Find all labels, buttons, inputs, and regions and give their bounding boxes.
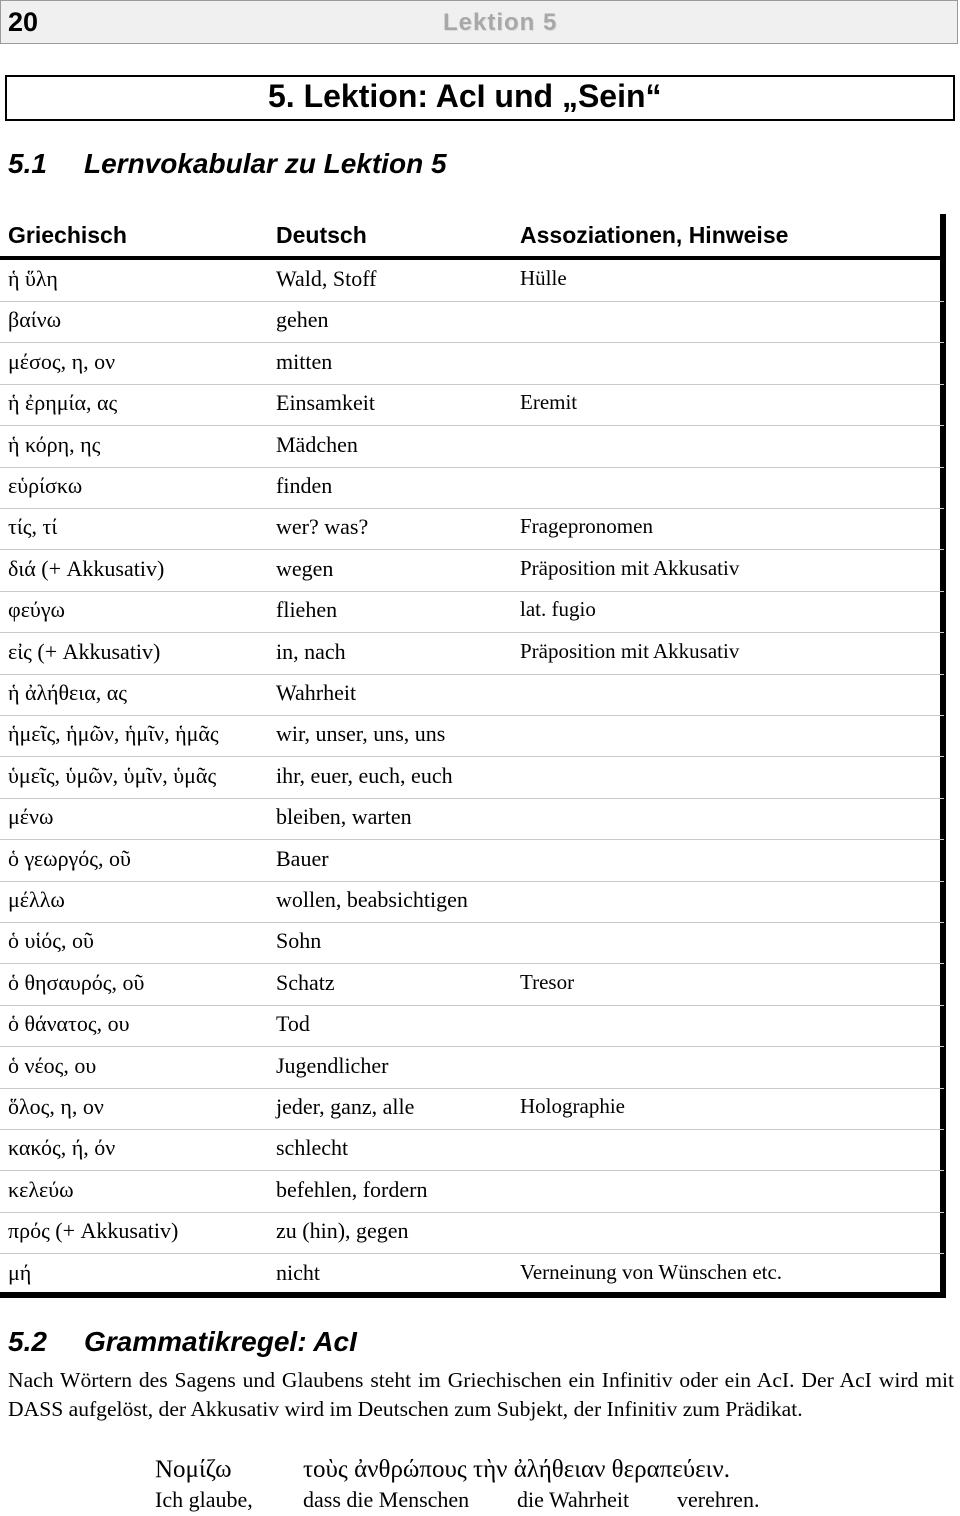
greek-term: μέλλω: [8, 887, 65, 912]
greek-term: ἡ κόρη, ης: [8, 431, 101, 457]
table-row: [0, 964, 944, 1006]
table-row: [0, 674, 944, 716]
greek-term: ὁ θησαυρός, οῦ: [8, 969, 145, 995]
example-german-part: dass die Menschen: [303, 1487, 470, 1512]
table-row: [0, 798, 944, 840]
german-translation: Wald, Stoff: [276, 266, 377, 291]
association-note: Holographie: [520, 1094, 625, 1118]
greek-term: κελεύω: [8, 1176, 74, 1202]
german-translation: Wahrheit: [276, 680, 357, 705]
greek-term: ὁ θάνατος, ου: [8, 1011, 130, 1037]
grammar-rule-paragraph: Nach Wörtern des Sagens und Glaubens steht im Griechischen ein Infinitiv oder ein AcI. Der AcI wird mit DASS aufgelöst, der Akkusativ wird im Deutschen zum Subjekt, der Infinitiv zum Prädikat.: [8, 1368, 954, 1421]
greek-term: τίς, τί: [8, 514, 58, 540]
table-row: [0, 550, 944, 592]
running-title: Lektion 5: [443, 9, 558, 36]
table-row: [0, 881, 944, 923]
greek-term: ἡ ἐρημία, ας: [8, 390, 118, 416]
german-translation: befehlen, fordern: [276, 1176, 428, 1202]
table-row: [0, 591, 944, 633]
table-row: [0, 467, 944, 509]
association-note: Fragepronomen: [520, 514, 653, 539]
german-translation: jeder, ganz, alle: [276, 1094, 415, 1119]
table-row: [0, 301, 944, 343]
greek-term: ὑμεῖς, ὑμῶν, ὑμῖν, ὑμᾶς: [8, 762, 217, 788]
table-row: [0, 922, 944, 964]
german-translation: schlecht: [276, 1135, 349, 1161]
german-translation: wer? was?: [276, 514, 369, 540]
table-row: [0, 1212, 944, 1254]
table-row: [0, 426, 944, 468]
german-translation: Schatz: [276, 969, 335, 995]
section-number: 5.1: [8, 148, 47, 179]
association-note: lat. fugio: [520, 597, 596, 622]
greek-term: κακός, ή, όν: [8, 1135, 116, 1161]
table-row: [0, 633, 944, 675]
column-header-greek: Griechisch: [8, 222, 127, 248]
page-header: [0, 0, 958, 44]
german-translation: Mädchen: [276, 431, 358, 457]
german-translation: zu (hin), gegen: [276, 1218, 409, 1244]
association-note: Präposition mit Akkusativ: [520, 638, 740, 663]
table-row: [0, 1254, 944, 1295]
german-translation: ihr, euer, euch, euch: [276, 762, 453, 788]
association-note: Präposition mit Akkusativ: [520, 555, 740, 580]
german-translation: Bauer: [276, 845, 329, 871]
german-translation: in, nach: [276, 638, 346, 664]
section-title: Lernvokabular zu Lektion 5: [84, 148, 447, 179]
table-row: [0, 840, 944, 882]
table-row: [0, 508, 944, 550]
german-translation: wollen, beabsichtigen: [276, 887, 468, 912]
association-note: Hülle: [520, 266, 567, 290]
table-row: [0, 384, 944, 426]
greek-term: φεύγω: [8, 597, 66, 623]
greek-term: διά (+ Akkusativ): [8, 555, 165, 581]
vocabulary-table: [0, 214, 946, 1298]
table-row: [0, 1047, 944, 1089]
section-heading-grammar: [8, 1326, 357, 1358]
table-row: [0, 757, 944, 799]
example-greek-verb: Νομίζω: [155, 1456, 232, 1483]
german-translation: gehen: [276, 307, 329, 333]
german-translation: bleiben, warten: [276, 804, 412, 830]
table-row: [0, 1129, 944, 1171]
greek-term: ὁ γεωργός, οῦ: [8, 845, 131, 871]
table-row: [0, 1005, 944, 1047]
german-translation: fliehen: [276, 597, 338, 623]
greek-term: μέσος, η, ον: [8, 348, 116, 374]
german-translation: Jugendlicher: [276, 1052, 389, 1078]
greek-term: ἡμεῖς, ἡμῶν, ἡμῖν, ἡμᾶς: [8, 721, 219, 747]
german-translation: Sohn: [276, 928, 322, 954]
german-translation: wir, unser, uns, uns: [276, 721, 446, 747]
german-translation: finden: [276, 473, 333, 498]
greek-term: εὑρίσκω: [8, 473, 83, 498]
example-german-part: die Wahrheit: [517, 1487, 630, 1512]
section-number: 5.2: [8, 1326, 47, 1357]
table-row: [0, 1171, 944, 1213]
chapter-title: 5. Lektion: AcI und „Sein“: [268, 78, 662, 114]
table-row: [0, 260, 944, 302]
example-german-part: Ich glaube,: [155, 1487, 253, 1512]
table-row: [0, 715, 944, 757]
greek-term: εἰς (+ Akkusativ): [8, 638, 161, 664]
association-note: Eremit: [520, 390, 578, 415]
greek-term: πρός (+ Akkusativ): [8, 1218, 179, 1244]
section-heading-vocabulary: [8, 148, 447, 180]
greek-term: ἡ ὕλη: [8, 266, 58, 291]
table-row: [0, 343, 944, 385]
german-translation: Tod: [276, 1011, 310, 1037]
greek-term: μή: [8, 1259, 32, 1285]
association-note: Tresor: [520, 969, 575, 994]
greek-term: ἡ ἀλήθεια, ας: [8, 680, 127, 705]
greek-term: βαίνω: [8, 307, 62, 333]
greek-term: ὁ υἱός, οῦ: [8, 928, 94, 954]
section-title: Grammatikregel: AcI: [84, 1326, 357, 1357]
german-translation: wegen: [276, 555, 334, 581]
greek-term: μένω: [8, 804, 54, 830]
german-translation: nicht: [276, 1259, 320, 1285]
association-note: Verneinung von Wünschen etc.: [520, 1259, 783, 1284]
example-german-part: verehren.: [677, 1487, 760, 1512]
greek-term: ὁ νέος, ου: [8, 1052, 97, 1078]
column-header-german: Deutsch: [276, 222, 367, 248]
table-row: [0, 1088, 944, 1130]
german-translation: mitten: [276, 348, 333, 374]
example-greek-clause: τοὺς ἀνθρώπους τὴν ἀλήθειαν θεραπεύειν.: [303, 1456, 730, 1483]
column-header-notes: Assoziationen, Hinweise: [520, 222, 789, 248]
german-translation: Einsamkeit: [276, 390, 375, 416]
page-number: 20: [8, 7, 39, 37]
greek-term: ὅλος, η, ον: [8, 1094, 104, 1119]
